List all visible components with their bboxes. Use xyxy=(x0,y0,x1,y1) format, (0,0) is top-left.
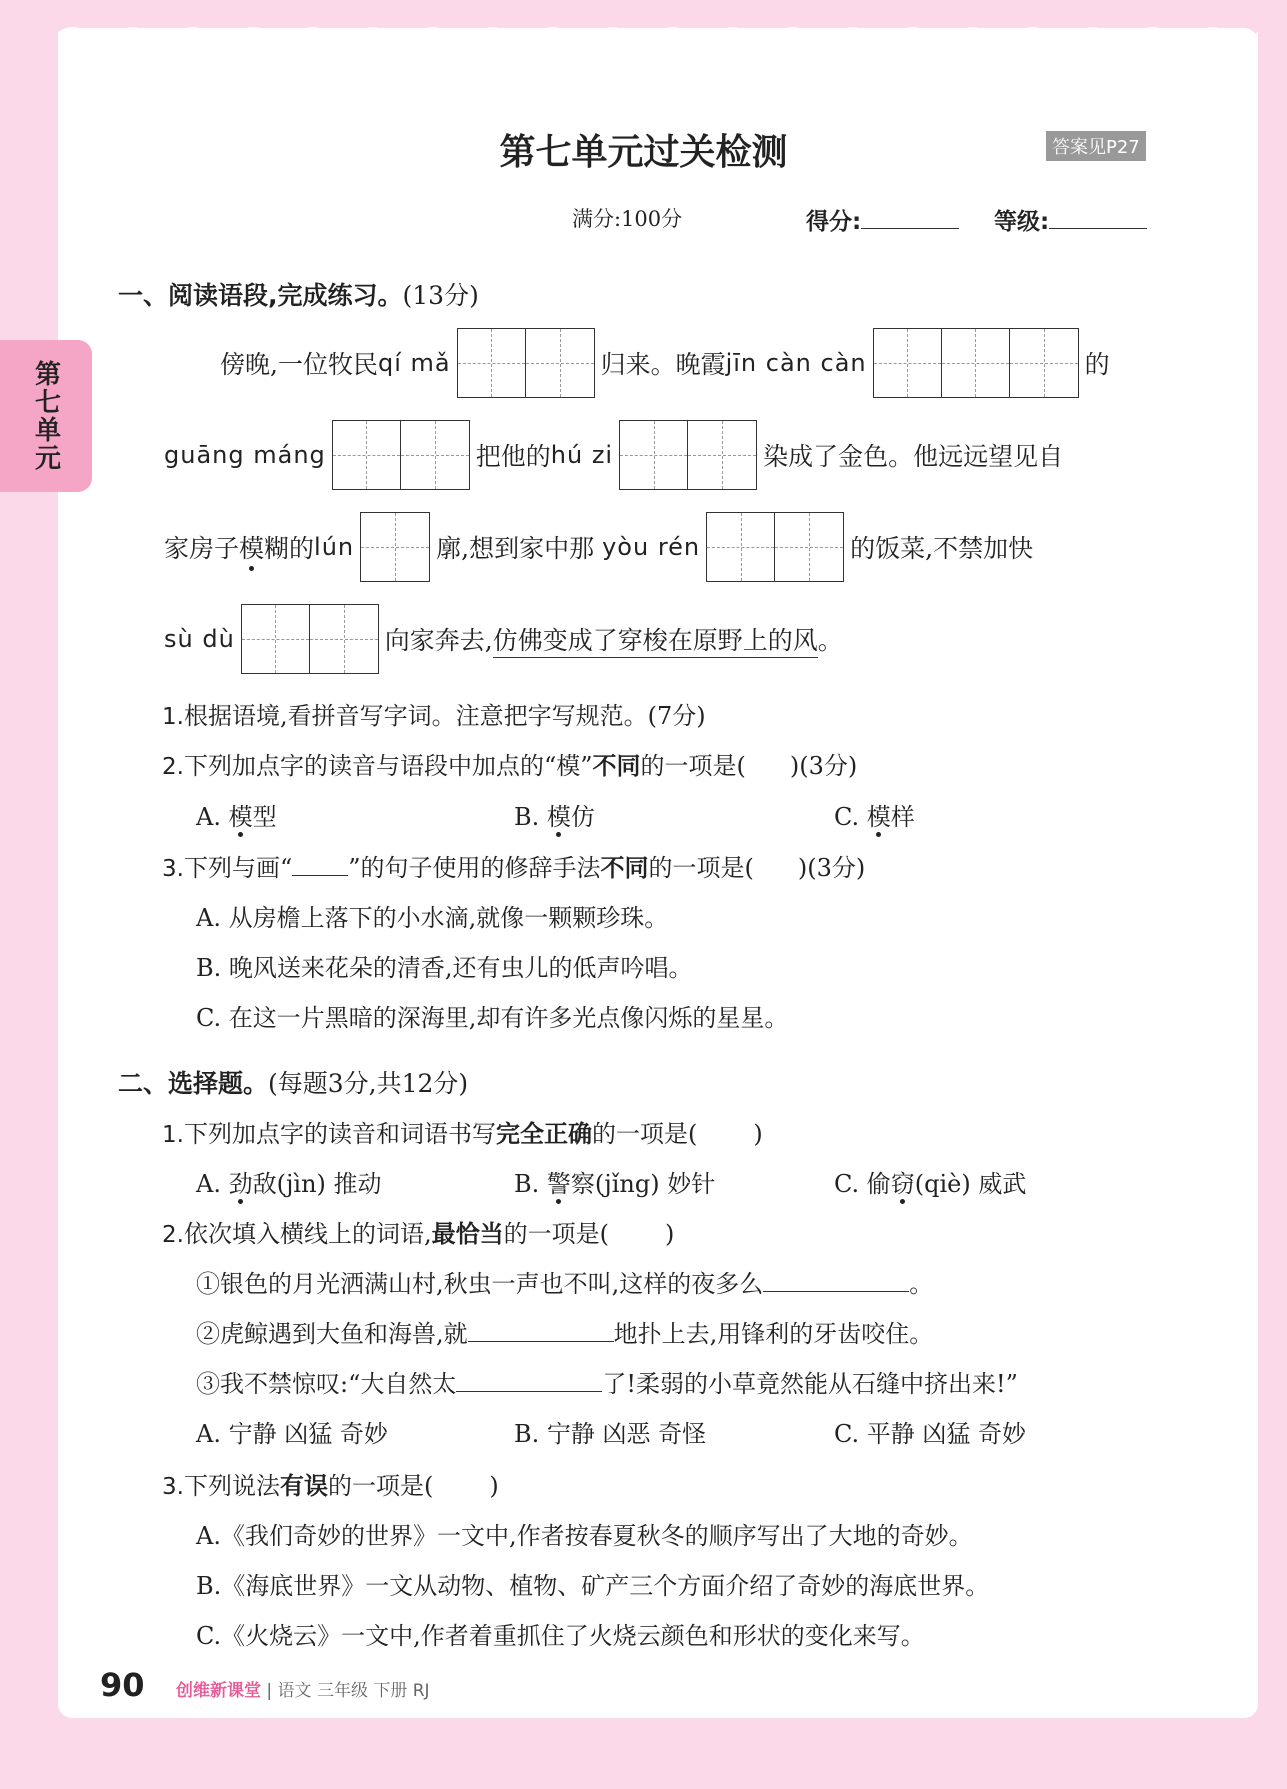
grade-label: 等级: xyxy=(994,209,1050,235)
question-1-1: 1.根据语境,看拼音写字词。注意把字写规范。(7分) xyxy=(162,702,706,730)
option-b[interactable]: B. 宁静 凶恶 奇怪 xyxy=(514,1420,707,1448)
question-1-3: 3.下列与画“ ”的句子使用的修辞手法不同的一项是( )(3分) xyxy=(162,854,866,882)
score-blank[interactable] xyxy=(861,206,959,229)
question-2-3: 3.下列说法有误的一项是( ) xyxy=(162,1472,499,1500)
passage-line-2: guāng máng 把他的 hú zi 染成了金色。他远远望见自 xyxy=(164,420,1063,490)
question-2-2: 2.依次填入横线上的词语,最恰当的一项是( ) xyxy=(162,1220,675,1248)
page-title: 第七单元过关检测 xyxy=(499,132,788,173)
option-c[interactable]: C.《火烧云》一文中,作者着重抓住了火烧云颜色和形状的变化来写。 xyxy=(196,1622,925,1650)
option-a[interactable]: A. 从房檐上落下的小水滴,就像一颗颗珍珠。 xyxy=(196,904,669,932)
writing-grid-3[interactable] xyxy=(873,328,1079,398)
score-label: 得分: xyxy=(806,209,862,235)
underlined-sentence: 仿佛变成了穿梭在原野上的风 xyxy=(493,621,818,658)
writing-grid-1[interactable] xyxy=(360,512,430,582)
writing-grid-2[interactable] xyxy=(332,420,470,490)
option-b[interactable]: B.《海底世界》一文从动物、植物、矿产三个方面介绍了奇妙的海底世界。 xyxy=(196,1572,990,1600)
full-score-label: 满分:100分 xyxy=(572,207,683,231)
dotted-char: 模 xyxy=(239,529,264,565)
question-2-1: 1.下列加点字的读音和词语书写完全正确的一项是( ) xyxy=(162,1120,763,1148)
writing-grid-2[interactable] xyxy=(241,604,379,674)
question-1-2: 2.下列加点字的读音与语段中加点的“模”不同的一项是( )(3分) xyxy=(162,752,858,780)
option-a[interactable]: A.《我们奇妙的世界》一文中,作者按春夏秋冬的顺序写出了大地的奇妙。 xyxy=(196,1522,973,1550)
section-2-heading: 二、选择题。(每题3分,共12分) xyxy=(118,1069,469,1098)
option-a[interactable]: A. 模型 xyxy=(196,803,277,831)
footer-info: 创维新课堂 | 语文 三年级 下册 RJ xyxy=(176,1681,430,1701)
option-b[interactable]: B. 晚风送来花朵的清香,还有虫儿的低声吟唱。 xyxy=(196,954,693,982)
fill-blank[interactable] xyxy=(468,1319,614,1342)
option-b[interactable]: B. 模仿 xyxy=(514,803,595,831)
writing-grid-2[interactable] xyxy=(706,512,844,582)
brand-name: 创维新课堂 xyxy=(176,1681,261,1701)
writing-grid-2[interactable] xyxy=(619,420,757,490)
option-c[interactable]: C. 在这一片黑暗的深海里,却有许多光点像闪烁的星星。 xyxy=(196,1004,789,1032)
grade-blank[interactable] xyxy=(1049,206,1147,229)
fill-blank[interactable] xyxy=(763,1269,909,1292)
writing-grid-2[interactable] xyxy=(457,328,595,398)
option-a[interactable]: A. 劲敌(jìn) 推动 xyxy=(196,1170,382,1198)
unit-side-tab: 第七单元 xyxy=(0,340,92,492)
fill-blank[interactable] xyxy=(456,1369,602,1392)
passage-line-4: sù dù 向家奔去, 仿佛变成了穿梭在原野上的风 。 xyxy=(164,604,843,674)
passage-line-3: 家房子 模 糊的 lún 廓,想到家中那 yòu rén 的饭菜,不禁加快 xyxy=(164,512,1033,582)
option-c[interactable]: C. 平静 凶猛 奇妙 xyxy=(834,1420,1027,1448)
sentence-2: ②虎鲸遇到大鱼和海兽,就 地扑上去,用锋利的牙齿咬住。 xyxy=(196,1320,934,1348)
option-a[interactable]: A. 宁静 凶猛 奇妙 xyxy=(196,1420,388,1448)
option-c[interactable]: C. 偷窃(qiè) 威武 xyxy=(834,1170,1027,1198)
answer-reference-badge: 答案见P27 xyxy=(1046,131,1146,161)
passage-line-1: 傍晚,一位牧民 qí mǎ 归来。晚霞 jīn càn càn 的 xyxy=(220,328,1110,398)
sentence-1: ①银色的月光洒满山村,秋虫一声也不叫,这样的夜多么 。 xyxy=(196,1270,934,1298)
option-c[interactable]: C. 模样 xyxy=(834,803,915,831)
section-1-heading: 一、阅读语段,完成练习。(13分) xyxy=(118,281,479,310)
option-b[interactable]: B. 警察(jǐng) 妙针 xyxy=(514,1170,716,1198)
sentence-3: ③我不禁惊叹:“大自然太 了!柔弱的小草竟然能从石缝中挤出来!” xyxy=(196,1370,1018,1398)
page-number: 90 xyxy=(100,1666,145,1704)
